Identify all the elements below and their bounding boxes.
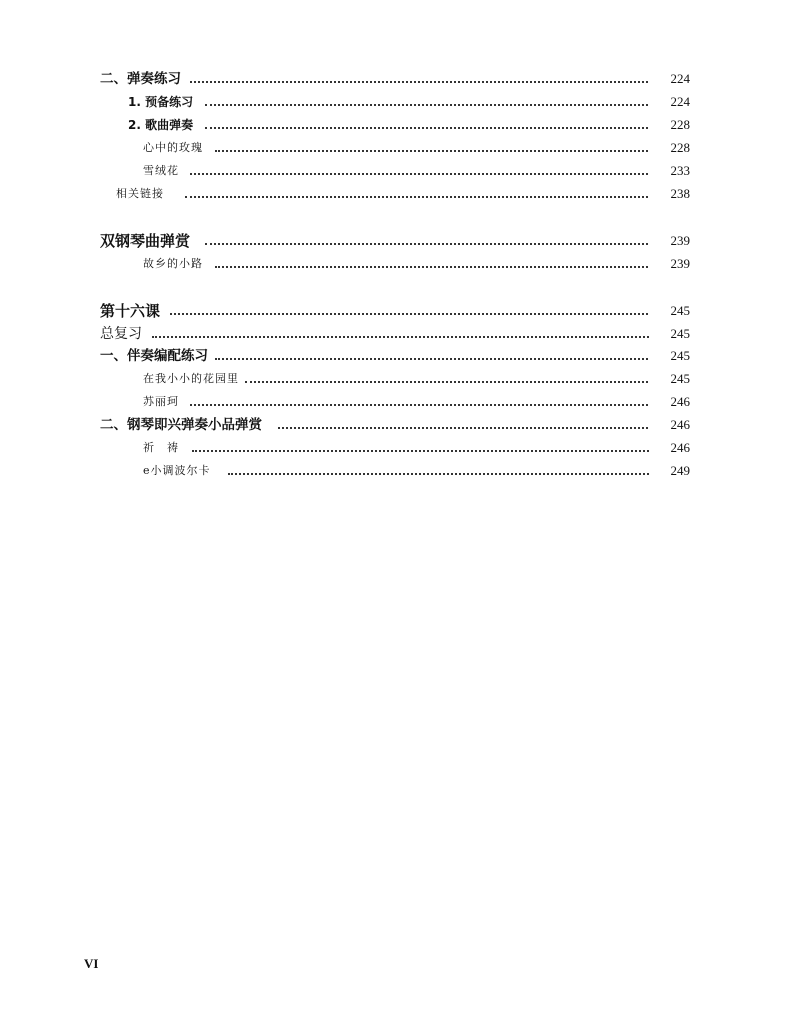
- dot-leader: [215, 150, 672, 152]
- toc-entry-page: 238: [650, 183, 690, 205]
- toc-entry: [0, 391, 790, 413]
- toc-entry: [0, 114, 790, 136]
- toc-entry: [0, 460, 790, 482]
- toc-entry-label: 苏丽珂: [143, 391, 185, 413]
- toc-entry-label: 总复习: [100, 323, 148, 345]
- dot-leader: [228, 473, 672, 475]
- toc-entry-page: 239: [650, 230, 690, 252]
- toc-entry-page: 228: [650, 114, 690, 136]
- dot-leader: [205, 104, 672, 106]
- dot-leader: [205, 243, 672, 245]
- toc-entry-label: 祈 祷: [143, 437, 185, 459]
- toc-entry-label: 1. 预备练习: [128, 91, 199, 113]
- dot-leader: [205, 127, 672, 129]
- toc-entry: [0, 323, 790, 345]
- toc-entry-label: e小调波尔卡: [143, 460, 217, 482]
- toc-entry-label: 一、伴奏编配练习: [100, 345, 214, 367]
- toc-entry-page: 246: [650, 391, 690, 413]
- dot-leader: [190, 81, 672, 83]
- toc-entry-page: 245: [650, 368, 690, 390]
- dot-leader: [278, 427, 672, 429]
- toc-entry-page: 224: [650, 68, 690, 90]
- toc-entry: [0, 230, 790, 252]
- toc-entry: [0, 414, 790, 436]
- dot-leader: [215, 266, 672, 268]
- toc-entry: [0, 368, 790, 390]
- toc-entry: [0, 183, 790, 205]
- toc-entry-page: 224: [650, 91, 690, 113]
- toc-entry: [0, 345, 790, 367]
- toc-entry-label: 相关链接: [116, 183, 170, 205]
- dot-leader: [215, 358, 672, 360]
- toc-entry-page: 249: [650, 460, 690, 482]
- toc-entry-label: 故乡的小路: [143, 253, 209, 275]
- toc-entry-label: 在我小小的花园里: [143, 368, 245, 390]
- toc-entry: [0, 137, 790, 159]
- toc-entry-page: 228: [650, 137, 690, 159]
- toc-entry: [0, 300, 790, 322]
- dot-leader: [152, 336, 672, 338]
- dot-leader: [190, 404, 672, 406]
- dot-leader: [185, 196, 672, 198]
- toc-entry-page: 233: [650, 160, 690, 182]
- toc-entry: [0, 160, 790, 182]
- toc-entry: [0, 253, 790, 275]
- toc-entry-label: 心中的玫瑰: [143, 137, 209, 159]
- toc-entry: [0, 437, 790, 459]
- toc-entry: [0, 68, 790, 90]
- toc-entry-page: 245: [650, 345, 690, 367]
- toc-entry-label: 双钢琴曲弹赏: [100, 230, 196, 252]
- dot-leader: [192, 450, 672, 452]
- toc-entry-label: 二、钢琴即兴弹奏小品弹赏: [100, 414, 268, 436]
- toc-entry-label: 雪绒花: [143, 160, 185, 182]
- page-number: VI: [84, 956, 99, 971]
- toc-entry-label: 2. 歌曲弹奏: [128, 114, 199, 136]
- toc-entry-page: 239: [650, 253, 690, 275]
- toc-entry-label: 第十六课: [100, 300, 166, 322]
- toc-entry-page: 245: [650, 323, 690, 345]
- dot-leader: [170, 313, 672, 315]
- toc-entry-page: 246: [650, 437, 690, 459]
- toc-entry-label: 二、弹奏练习: [100, 68, 187, 90]
- toc-entry-page: 245: [650, 300, 690, 322]
- dot-leader: [190, 173, 672, 175]
- dot-leader: [245, 381, 672, 383]
- toc-entry: [0, 91, 790, 113]
- toc-entry-page: 246: [650, 414, 690, 436]
